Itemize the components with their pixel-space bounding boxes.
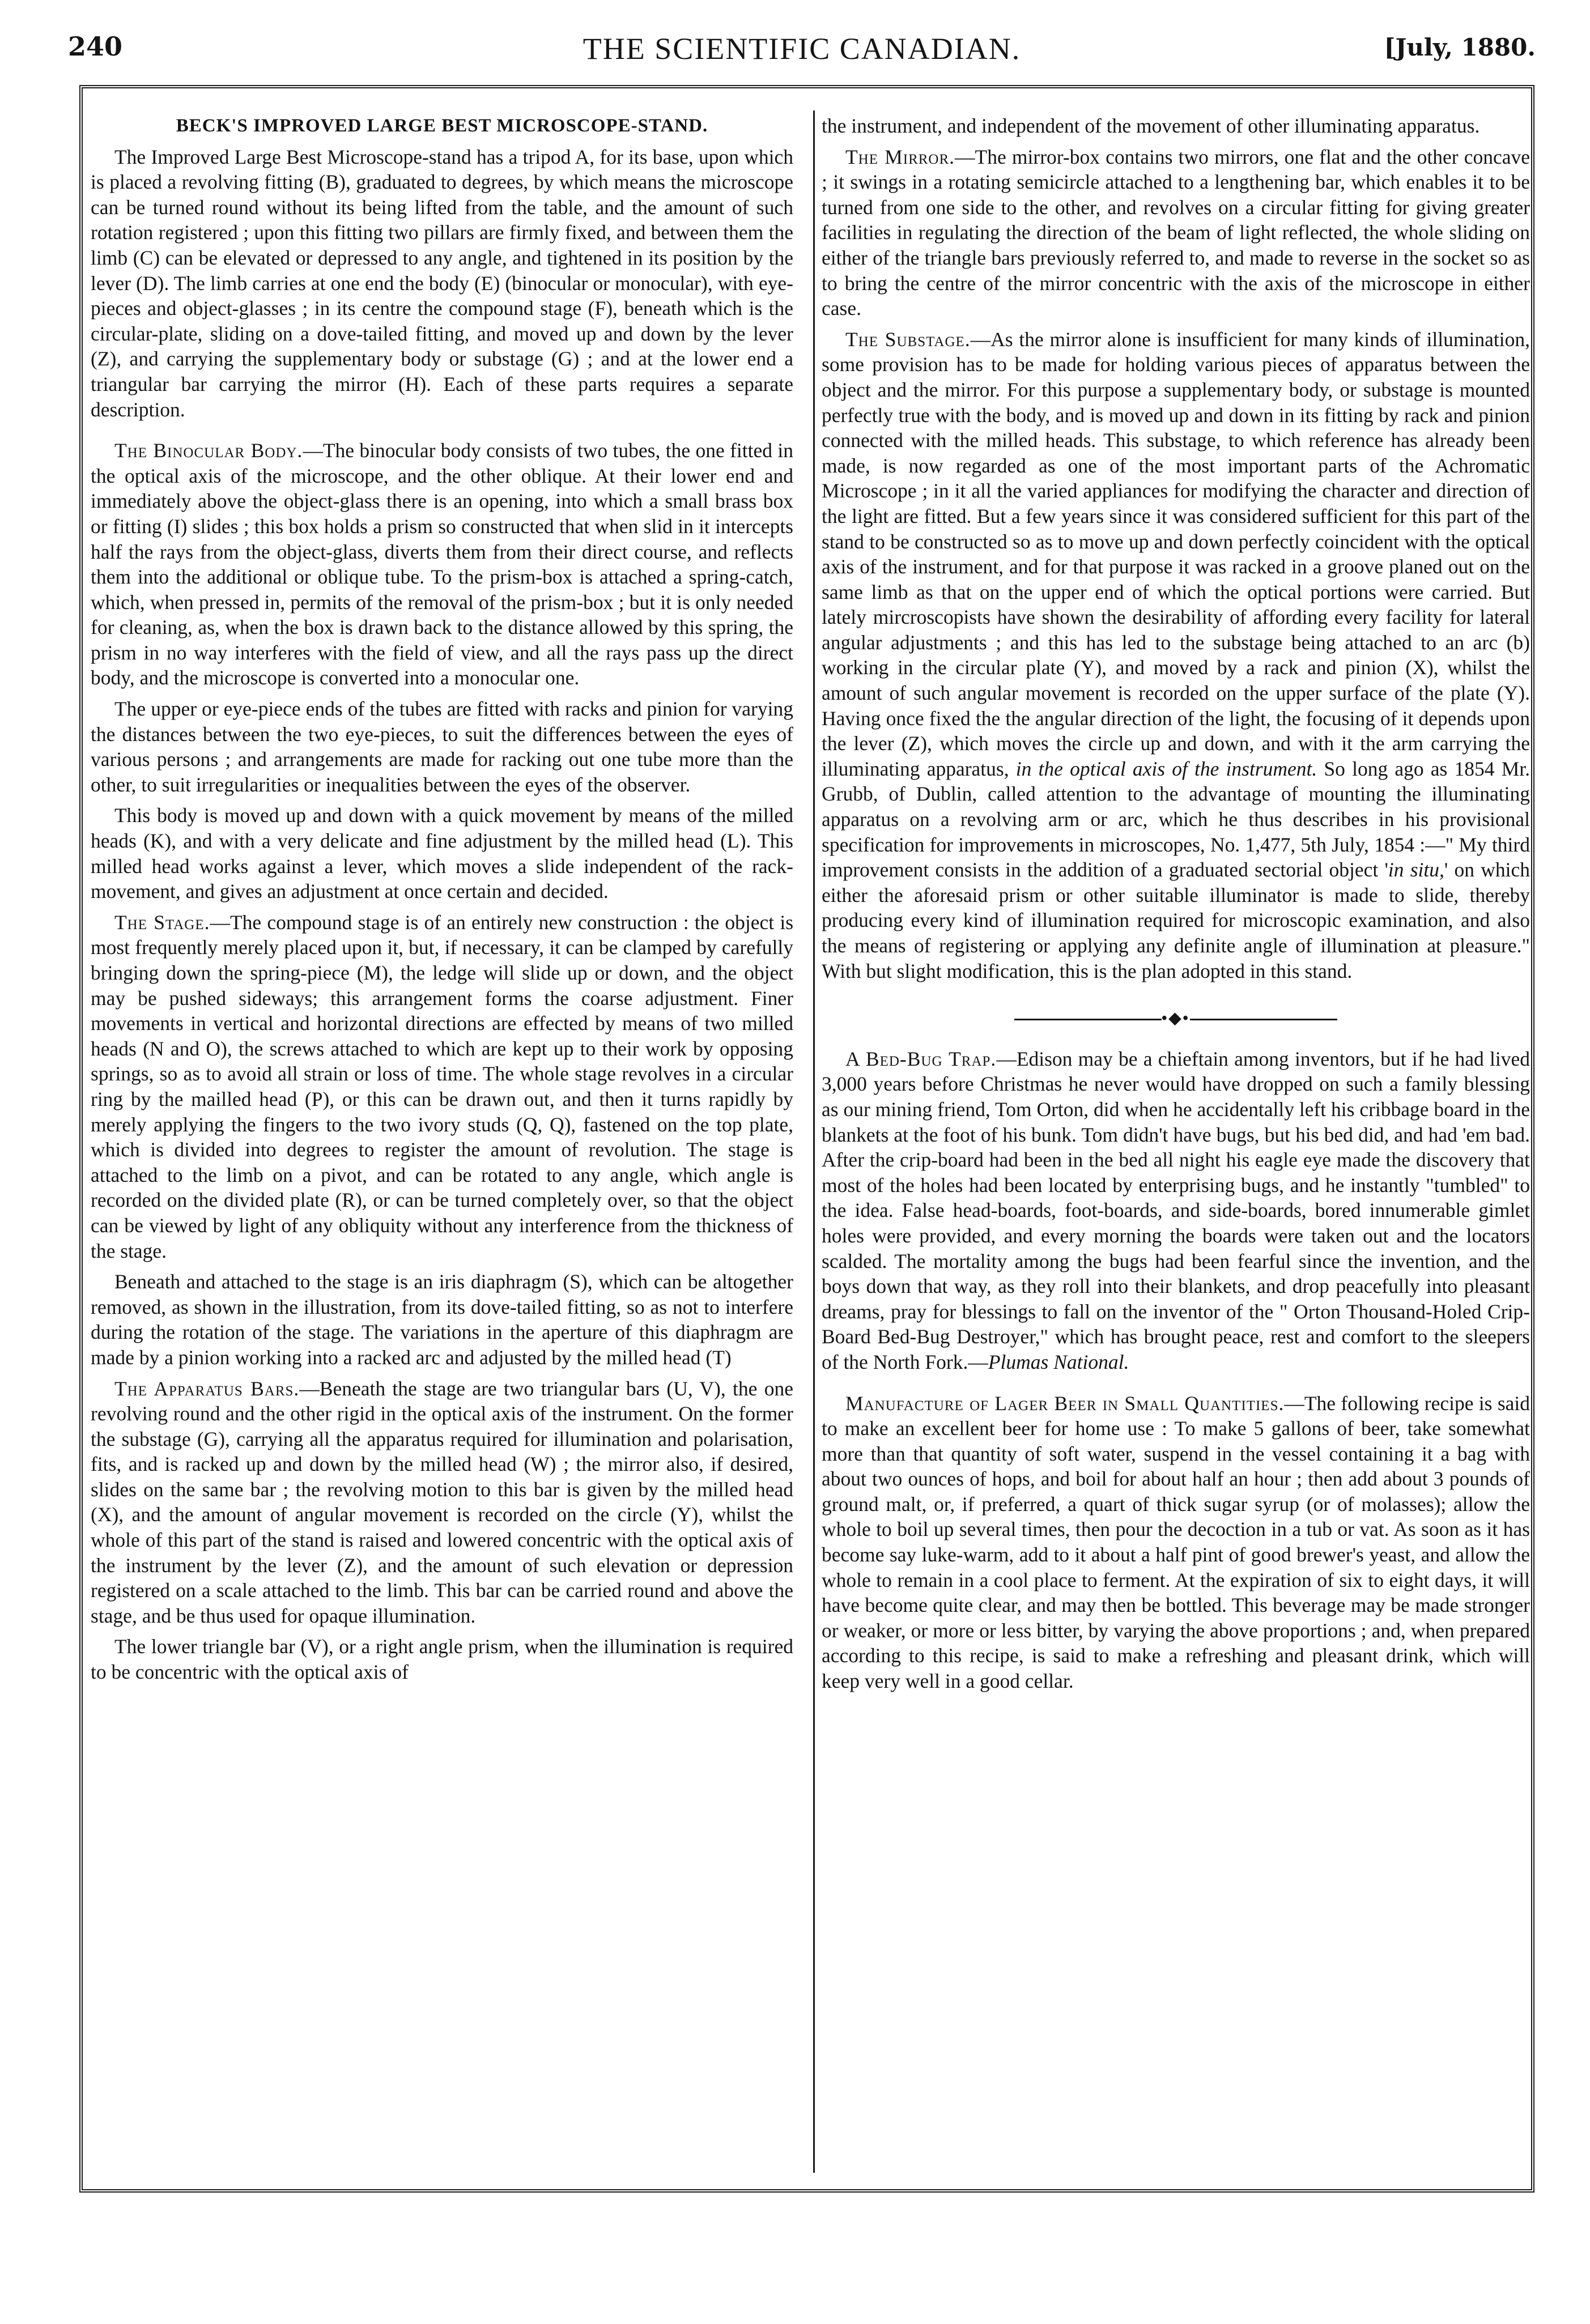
- continuation-paragraph: the instrument, and independent of the movement of other illuminating apparatus.: [822, 114, 1480, 137]
- stage-paragraph-2: Beneath and attached to the stage is an iris diaphragm (S), which can be altogether removed, as shown in the illustration, from its dove-tailed fitting, so as not to interfere during the rotation of the stage. The variations in the aperture of this diaphragm are made by a pinion working into a racked arc and adjusted by the milled head (T): [91, 1270, 793, 1369]
- bars-paragraph-1: The Apparatus Bars.—Beneath the stage are two triangular bars (U, V), the one revolving round and the other rigid in the optical axis of the instrument. On the former the substage (G), carrying all the apparatus required for illumination and polarisation, fits, and is racked up and down by the milled head (W) ; the mirror also, if desired, slides on the same bar ; the revolving motion to this bar is given by the milled head (X), and the amount of angular movement is recorded on the circle (Y), whilst the whole of this part of the stand is raised and lowered concentric with the optical axis of the instrument by the lever (Z), and the amount of such elevation or depression registered on a scale attached to the limb. This bar can be carried round and above the stage, and be thus used for opaque illumination.: [91, 1377, 793, 1627]
- bedbug-paragraph: A Bed-Bug Trap.—Edison may be a chieftain among inventors, but if he had lived 3,000 years before Christmas he never would have dropped on such a family blessing as our mining friend, Tom Orton, did when he accidentally left his cribbage board in the blankets at the foot of his bunk. Tom didn't have bugs, but his bed did, and had 'em bad. After the crip-board had been in the bed all night his eagle eye made the discovery that most of the holes had been located by enterprising bugs, and he instantly "tumbled" to the idea. False head-boards, foot-boards, and side-boards, bored innumerable gimlet holes were provided, and every morning the boards were taken out and the locators scalded. The mortality among the bugs had been fearful since the invention, and the boys down that way, as they roll into their blankets, and drop peacefully into pleasant dreams, pray for blessings to fall on the inventor of the " Orton Thousand-Holed Crip-Board Bed-Bug Destroyer," which has brought peace, rest and comfort to the sleepers of the North Fork.—Plumas National.: [822, 1047, 1530, 1373]
- issue-date: [July, 1880.: [1384, 33, 1536, 61]
- binocular-text-1: The binocular body consists of two tubes, the one fitted in the optical axis of the microscope, and the other oblique. At their lower end and immediately above the object-glass there is an opening, into which a small brass box or fitting (I) slides ; this box holds a prism so constructed that when slid in it intercepts half the rays from the object-glass, diverts them from their direct course, and reflects them into the additional or oblique tube. To the prism-box is attached a spring-catch, which, when pressed in, permits of the removal of the prism-box ; but it is only needed for cleaning, as, when the box is drawn back to the distance allowed by this spring, the prism in no way interferes with the field of view, and all the rays pass up the direct body, and the microscope is converted into a monocular one.: [91, 439, 793, 689]
- binocular-paragraph-2: The upper or eye-piece ends of the tubes are fitted with racks and pinion for varying the distances between the two eye-pieces, to suit the differences between the eyes of various persons ; and arrangements are made for racking out one tube more than the other, to suit irregularities or inequalities between the eyes of the observer.: [91, 697, 793, 796]
- mirror-paragraph: The Mirror.—The mirror-box contains two mirrors, one flat and the other concave ; it swings in a rotating semicircle attached to a lengthening bar, which enables it to be turned from one side to the other, and revolves on a circular fitting for giving greater facilities in regulating the direction of the beam of light reflected, the whole sliding on either of the triangle bars previously referred to, and made to reverse in the socket so as to bring the centre of the mirror concentric with the axis of the microscope in either case.: [822, 145, 1530, 320]
- substage-text-a: As the mirror alone is insufficient for many kinds of illumination, some provision has to be made for holding various pieces of apparatus between the object and the mirror. For this purpose a supplementary body, or substage is mounted perfectly true with the body, and is moved up and down in its fitting by rack and pinion connected with the milled heads. This substage, to which reference has already been made, is now regarded as one of the most important parts of the Achromatic Microscope ; in it all the varied appliances for modifying the character and direction of the light are fitted. But a few years since it was considered sufficient for this part of the stand to be constructed so as to move up and down perfectly coincident with the optical axis of the instrument, and for that purpose it was racked in a groove planed out on the same limb as that on the upper end of which the optical portions were carried. But lately mircroscopists have shown the desirability of affording every facility for lateral angular adjustments ; and this has led to the substage being attached to an arc (b) working in the circular plate (Y), and moved by a rack and pinion (X), whilst the amount of such angular movement is recorded on the upper surface of the plate (Y). Having once fixed the the angular direction of the light, the focusing of it depends upon the lever (Z), which moves the circle up and down, and with it the arm carrying the illuminating apparatus,: [822, 327, 1530, 780]
- substage-heading: The Substage.: [845, 327, 971, 351]
- bedbug-heading: A Bed-Bug Trap.: [845, 1047, 997, 1070]
- stage-paragraph-1: The Stage.—The compound stage is of an entirely new construction : the object is most frequently merely placed upon it, but, if necessary, it can be clamped by carefully bringing down the spring-piece (M), the ledge will slide up or down, and the object may be pushed sideways; this arrangement forms the coarse adjustment. Finer movements in vertical and horizontal directions are effected by means of two milled heads (N and O), the screws attached to which are kept up to their work by opposing springs, so as to avoid all strain or loss of time. The whole stage revolves in a circular ring by the mailled head (P), or this can be drawn out, and then it turns rapidly by merely applying the fingers to the two ivory studs (Q, Q), fastened on the top plate, which is divided into degrees to register the amount of revolution. The stage is attached to the limb on a pivot, and can be rotated to any angle, which angle is recorded on the divided plate (R), or can be turned completely over, so that the object can be viewed by light of any obliquity without any interference from the thickness of the stage.: [91, 910, 794, 1262]
- mirror-text: The mirror-box contains two mirrors, one flat and the other concave ; it swings in a rotating semicircle attached to a lengthening bar, which enables it to be turned from one side to the other, and revolves on a circular fitting for giving greater facilities in regulating the direction of the beam of light reflected, the whole sliding on either of the triangle bars previously referred to, and made to reverse in the socket so as to bring the centre of the mirror concentric with the axis of the microscope in either case.: [822, 145, 1530, 320]
- binocular-heading: The Binocular Body.: [114, 439, 303, 462]
- beer-text: The following recipe is said to make an excellent beer for home use : To make 5 gallons of beer, take somewhat more than that quantity of soft water, suspend in the vessel containing it a bag with about two ounces of hops, and boil for about half an hour ; then add about 3 pounds of ground malt, or, if preferred, a quart of thick sugar syrup (or of molasses); allow the whole to boil up several times, then pour the decoction in a tub or vat. As soon as it has become say luke-warm, add to it about a half pint of good brewer's yeast, and allow the whole to remain in a cool place to ferment. At the expiration of six to eight days, it will have become quite clear, and may then be bottled. This beverage may be made stronger or weaker, or more or less bitter, by varying the above proportions ; and, when prepared according to this recipe, is said to make a refreshing and pleasant drink, which will keep very well in a good cellar.: [822, 1391, 1530, 1693]
- bedbug-source: Plumas National.: [988, 1350, 1129, 1373]
- stage-text-1: The compound stage is of an entirely new construction : the object is most frequently merely placed upon it, but, if necessary, it can be clamped by carefully bringing down the spring-piece (M), the ledge will slide up or down, and the object may be pushed sideways; this arrangement forms the coarse adjustment. Finer movements in vertical and horizontal directions are effected by means of two milled heads (N and O), the screws attached to which are kept up to their work by opposing springs, so as to avoid all strain or loss of time. The whole stage revolves in a circular ring by the mailled head (P), or this can be drawn out, and then it turns rapidly by merely applying the fingers to the two ivory studs (Q, Q), fastened on the top plate, which is divided into degrees to register the amount of revolution. The stage is attached to the limb on a pivot, and can be rotated to any angle, which angle is recorded on the divided plate (R), or can be turned completely over, so that the object can be viewed by light of any obliquity without any interference from the thickness of the stage.: [91, 910, 794, 1262]
- column-divider: [813, 110, 815, 2173]
- section-separator: [822, 1006, 1530, 1032]
- mirror-heading: The Mirror.: [845, 145, 955, 168]
- article-title: BECK'S IMPROVED LARGE BEST MICROSCOPE-STAND.: [176, 116, 708, 136]
- bars-paragraph-2: The lower triangle bar (V), or a right angle prism, when the illumination is required to be concentric with the optical axis of: [91, 1635, 793, 1684]
- substage-text-b: So long ago as 1854 Mr. Grubb, of Dublin, called attention to the advantage of mounting the illuminating apparatus on a revolving arm or arc, which he thus describes in his provisional specification for improvements in microscopes, No. 1,477, 5th July, 1854 :—" My third improvement consists in the addition of a graduated sectorial object ': [822, 757, 1531, 882]
- bars-heading: The Apparatus Bars.: [114, 1377, 300, 1400]
- left-column: [91, 113, 793, 1691]
- publication-title: THE SCIENTIFIC CANADIAN.: [583, 32, 1021, 66]
- in-situ-italic: in situ,: [1388, 858, 1444, 882]
- separator-ornament: •◆•: [1161, 1010, 1191, 1028]
- beer-paragraph: Manufacture of Lager Beer in Small Quantities.—The following recipe is said to make an excellent beer for home use : To make 5 gallons of beer, take somewhat more than that quantity of soft water, suspend in the vessel containing it a bag with about two ounces of hops, and boil for about half an hour ; then add about 3 pounds of ground malt, or, if preferred, a quart of thick sugar syrup (or of molasses); allow the whole to boil up several times, then pour the decoction in a tub or vat. As soon as it has become say luke-warm, add to it about a half pint of good brewer's yeast, and allow the whole to remain in a cool place to ferment. At the expiration of six to eight days, it will have become quite clear, and may then be bottled. This beverage may be made stronger or weaker, or more or less bitter, by varying the above proportions ; and, when prepared according to this recipe, is said to make a refreshing and pleasant drink, which will keep very well in a good cellar.: [822, 1391, 1530, 1693]
- stage-heading: The Stage.: [114, 910, 210, 934]
- intro-paragraph: The Improved Large Best Microscope-stand has a tripod A, for its base, upon which is placed a revolving fitting (B), graduated to degrees, by which means the microscope can be turned round without its being lifted from the table, and the amount of such rotation registered ; upon this fitting two pillars are firmly fixed, and between them the limb (C) can be elevated or depressed to any angle, and tightened in its position by the lever (D). The limb carries at one end the body (E) (binocular or monocular), with eye-pieces and object-glasses ; in its centre the compound stage (F), beneath which is the circular-plate, sliding on a dove-tailed fitting, and moved up and down by the lever (Z), and carrying the supplementary body or substage (G) ; and at the lower end a triangular bar carrying the mirror (H). Each of these parts requires a separate description.: [91, 145, 793, 421]
- substage-text-c: ' on which either the aforesaid prism or other suitable illuminator is made to slide, thereby producing every kind of illumination required for microscopic examination, and also the means of registering or applying any definite angle of illumination at pleasure." With but slight modification, this is the plan adopted in this stand.: [822, 858, 1530, 982]
- binocular-paragraph-1: The Binocular Body.—The binocular body consists of two tubes, the one fitted in the optical axis of the microscope, and the other oblique. At their lower end and immediately above the object-glass there is an opening, into which a small brass box or fitting (I) slides ; this box holds a prism so constructed that when slid in it intercepts half the rays from the object-glass, diverts them from their direct course, and reflects them into the additional or oblique tube. To the prism-box is attached a spring-catch, which, when pressed in, permits of the removal of the prism-box ; but it is only needed for cleaning, as, when the box is drawn back to the distance allowed by this spring, the prism in no way interferes with the field of view, and all the rays pass up the direct body, and the microscope is converted into a monocular one.: [91, 439, 793, 689]
- beer-heading: Manufacture of Lager Beer in Small Quantities.: [845, 1391, 1285, 1415]
- binocular-paragraph-3: This body is moved up and down with a quick movement by means of the milled heads (K), and with a very delicate and fine adjustment by the milled head (L). This milled head works against a lever, which moves a slide independent of the rack-movement, and gives an adjustment at once certain and decided.: [91, 804, 793, 903]
- right-column: [822, 113, 1530, 1700]
- page-header: [68, 31, 1536, 74]
- bars-text-1: Beneath the stage are two triangular bars (U, V), the one revolving round and the other rigid in the optical axis of the instrument. On the former the substage (G), carrying all the apparatus required for illumination and polarisation, fits, and is racked up and down by the milled head (W) ; the mirror also, if desired, slides on the same bar ; the revolving motion to this bar is given by the milled head (X), and the amount of angular movement is recorded on the circle (Y), whilst the whole of this part of the stand is raised and lowered concentric with the optical axis of the instrument by the lever (Z), and the amount of such elevation or depression registered on a scale attached to the limb. This bar can be carried round and above the stage, and be thus used for opaque illumination.: [91, 1377, 793, 1627]
- substage-paragraph: The Substage.—As the mirror alone is insufficient for many kinds of illumination, some provision has to be made for holding various pieces of apparatus between the object and the mirror. For this purpose a supplementary body, or substage is mounted perfectly true with the body, and is moved up and down in its fitting by rack and pinion connected with the milled heads. This substage, to which reference has already been made, is now regarded as one of the most important parts of the Achromatic Microscope ; in it all the varied appliances for modifying the character and direction of the light are fitted. But a few years since it was considered sufficient for this part of the stand to be constructed so as to move up and down perfectly coincident with the optical axis of the instrument, and for that purpose it was racked in a groove planed out on the same limb as that on the upper end of which the optical portions were carried. But lately mircroscopists have shown the desirability of affording every facility for lateral angular adjustments ; and this has led to the substage being attached to an arc (b) working in the circular plate (Y), and moved by a rack and pinion (X), whilst the amount of such angular movement is recorded on the upper surface of the plate (Y). Having once fixed the the angular direction of the light, the focusing of it depends upon the lever (Z), which moves the circle up and down, and with it the arm carrying the illuminating apparatus, in the optical axis of the instrument. So long ago as 1854 Mr. Grubb, of Dublin, called attention to the advantage of mounting the illuminating apparatus on a revolving arm or arc, which he thus describes in his provisional specification for improvements in microscopes, No. 1,477, 5th July, 1854 :—" My third improvement consists in the addition of a graduated sectorial object 'in situ,' on which either the aforesaid prism or other suitable illuminator is made to slide, thereby producing every kind of illumination required for microscopic examination, and also the means of registering or applying any definite angle of illumination at pleasure." With but slight modification, this is the plan adopted in this stand.: [822, 327, 1531, 982]
- substage-italic: in the optical axis of the instrument.: [1015, 757, 1317, 780]
- bedbug-text: Edison may be a chieftain among inventors, but if he had lived 3,000 years before Christmas he never would have dropped on such a family blessing as our mining friend, Tom Orton, did when he accidentally left his cribbage board in the blankets at the foot of his bunk. Tom didn't have bugs, but his bed did, and had 'em bad. After the crip-board had been in the bed all night his eagle eye made the discovery that most of the holes had been located by enterprising bugs, and he instantly "tumbled" to the idea. False head-boards, foot-boards, and side-boards, bored innumerable gimlet holes were provided, and every morning the boards were taken out and the locators scalded. The mortality among the bugs had been fearful since the invention, and the boys down that way, as they roll into their blankets, and drop peacefully into pleasant dreams, pray for blessings to fall on the inventor of the " Orton Thousand-Holed Crip-Board Bed-Bug Destroyer," which has brought peace, rest and comfort to the sleepers of the North Fork.—: [822, 1047, 1530, 1373]
- page-number: 240: [68, 31, 123, 62]
